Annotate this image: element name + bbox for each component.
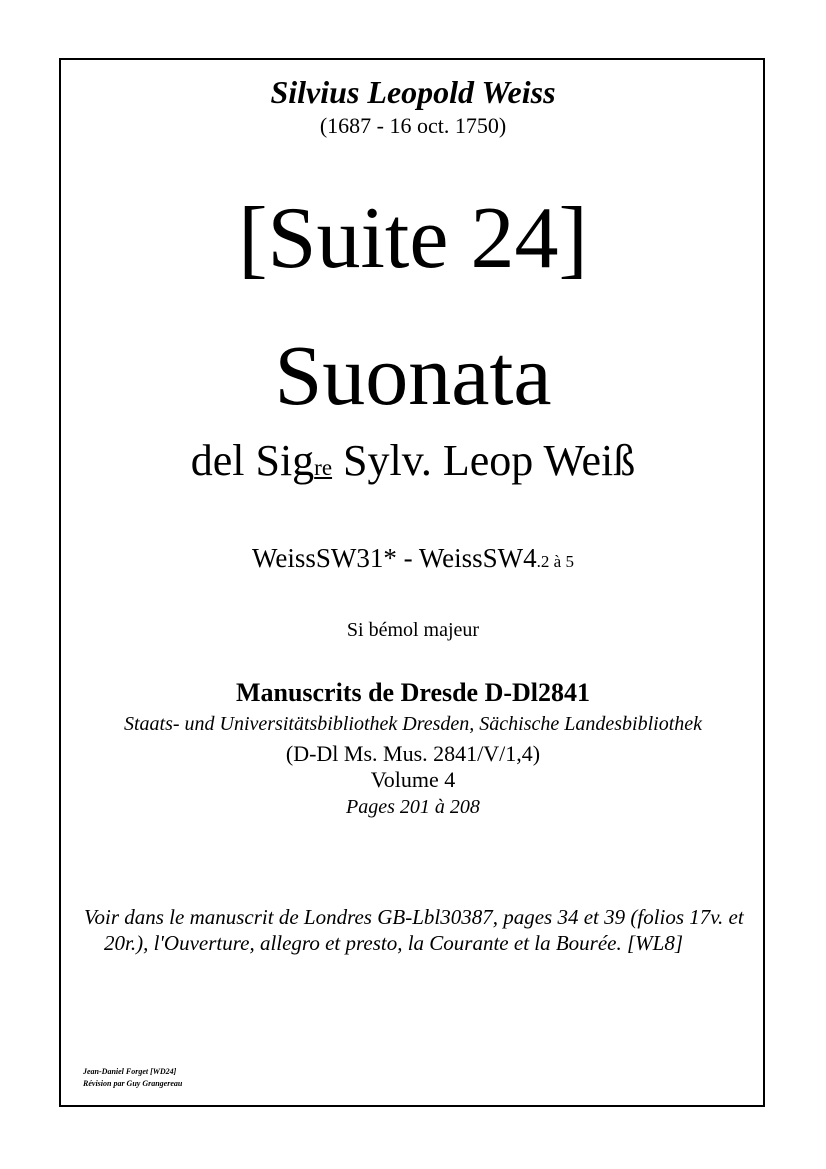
- catalog-range: .2 à 5: [536, 552, 574, 571]
- london-manuscript-note: Voir dans le manuscrit de Londres GB-Lbl30387, pages 34 et 39 (folios 17v. et 20r.), l'Ouverture, allegro et presto, la Courante et la Bourée. [WL8]: [84, 905, 744, 955]
- catalog-numbers: [0, 543, 826, 574]
- shelfmark: (D-Dl Ms. Mus. 2841/V/1,4): [285, 741, 541, 766]
- attribution-prefix: del Sig: [190, 436, 315, 485]
- attribution-name: Sylv. Leop Weiß: [332, 436, 636, 485]
- library-name: Staats- und Universitätsbibliothek Dresden, Sächische Landesbibliothek: [123, 713, 703, 735]
- manuscript-title: Manuscrits de Dresde D-Dl2841: [235, 678, 591, 707]
- volume-number: Volume 4: [370, 767, 456, 792]
- suite-title: [Suite 24]: [238, 190, 588, 287]
- catalog-main: WeissSW31* - WeissSW4: [252, 543, 537, 573]
- page-range: Pages 201 à 208: [346, 796, 480, 818]
- attribution-abbreviation: re: [314, 455, 333, 480]
- editor-credit: Jean-Daniel Forget [WD24]: [83, 1067, 177, 1076]
- composer-dates: (1687 - 16 oct. 1750): [319, 113, 507, 138]
- revision-credit: Révision par Guy Grangereau: [83, 1079, 183, 1088]
- work-title: Suonata: [274, 327, 552, 423]
- composer-name: Silvius Leopold Weiss: [270, 74, 556, 110]
- attribution-line: [0, 435, 826, 486]
- key-signature: Si bémol majeur: [346, 619, 480, 641]
